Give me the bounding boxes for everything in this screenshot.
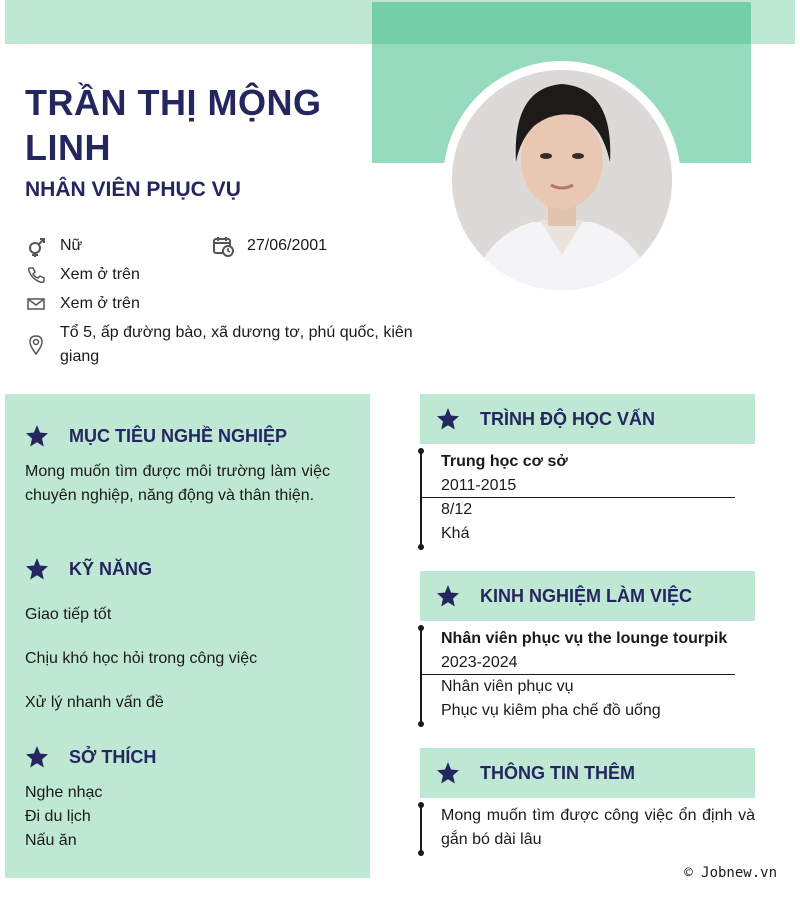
education-period: 2011-2015 xyxy=(441,477,517,494)
skill-item: Xử lý nhanh vấn đề xyxy=(25,694,164,711)
timeline-dot xyxy=(418,448,424,454)
education-school: Trung học cơ sở xyxy=(441,453,568,470)
photo-backdrop-overlap xyxy=(372,2,751,44)
hobby-item: Nấu ăn xyxy=(25,832,77,849)
experience-title: KINH NGHIỆM LÀM VIỆC xyxy=(480,585,693,606)
extra-heading xyxy=(420,748,755,798)
objective-heading xyxy=(25,424,287,448)
extra-title: THÔNG TIN THÊM xyxy=(480,762,635,783)
star-icon xyxy=(436,407,460,431)
experience-description: Phục vụ kiêm pha chế đồ uống xyxy=(441,702,661,719)
gender-icon xyxy=(25,234,47,258)
job-title: NHÂN VIÊN PHỤC VỤ xyxy=(25,178,241,201)
gender-row xyxy=(25,234,82,258)
timeline-dot xyxy=(418,721,424,727)
address-row xyxy=(25,321,425,369)
experience-timeline xyxy=(420,628,422,724)
timeline-dot xyxy=(418,850,424,856)
star-icon xyxy=(436,584,460,608)
experience-position: Nhân viên phục vụ xyxy=(441,678,574,695)
extra-text: Mong muốn tìm được công việc ổn định và gắn bó dài lâu xyxy=(441,807,755,848)
star-icon xyxy=(436,761,460,785)
email-value: Xem ở trên xyxy=(60,295,140,312)
skills-heading xyxy=(25,557,152,581)
hobby-item: Đi du lịch xyxy=(25,808,91,825)
hobby-item: Nghe nhạc xyxy=(25,784,103,801)
skills-title: KỸ NĂNG xyxy=(69,558,153,579)
hobbies-heading xyxy=(25,745,156,769)
objective-title: MỤC TIÊU NGHỀ NGHIỆP xyxy=(69,425,288,446)
avatar xyxy=(452,70,672,290)
timeline-dot xyxy=(418,802,424,808)
education-timeline xyxy=(420,451,422,547)
hobbies-title: SỞ THÍCH xyxy=(69,746,157,767)
skill-item: Chịu khó học hỏi trong công việc xyxy=(25,650,258,667)
timeline-dot xyxy=(418,625,424,631)
extra-timeline xyxy=(420,805,422,853)
gender-value: Nữ xyxy=(60,237,83,254)
birthday-row xyxy=(212,234,327,258)
candidate-name: TRẦN THỊ MỘNG LINH xyxy=(25,82,322,168)
education-heading xyxy=(420,394,755,444)
phone-value: Xem ở trên xyxy=(60,266,140,283)
experience-heading xyxy=(420,571,755,621)
star-icon xyxy=(25,557,49,581)
star-icon xyxy=(25,424,49,448)
skill-item: Giao tiếp tốt xyxy=(25,606,112,623)
email-row xyxy=(25,292,140,316)
birthday-value: 27/06/2001 xyxy=(247,237,328,254)
phone-row xyxy=(25,263,140,287)
mail-icon xyxy=(25,292,47,316)
experience-company: Nhân viên phục vụ the lounge tourpik xyxy=(441,630,728,647)
education-level: 8/12 xyxy=(441,501,473,518)
objective-text: Mong muốn tìm được môi trường làm việc chuyên nghiệp, năng động và thân thiện. xyxy=(25,463,330,504)
calendar-icon xyxy=(212,234,234,258)
timeline-dot xyxy=(418,544,424,550)
phone-icon xyxy=(25,263,47,287)
footer-credit: © Jobnew.vn xyxy=(684,865,777,881)
education-title: TRÌNH ĐỘ HỌC VẤN xyxy=(480,408,655,429)
address-value: Tổ 5, ấp đường bào, xã dương tơ, phú quốc, kiên giang xyxy=(60,324,413,365)
star-icon xyxy=(25,745,49,769)
education-grade: Khá xyxy=(441,525,470,542)
experience-period: 2023-2024 xyxy=(441,654,518,671)
location-pin-icon xyxy=(25,321,47,369)
